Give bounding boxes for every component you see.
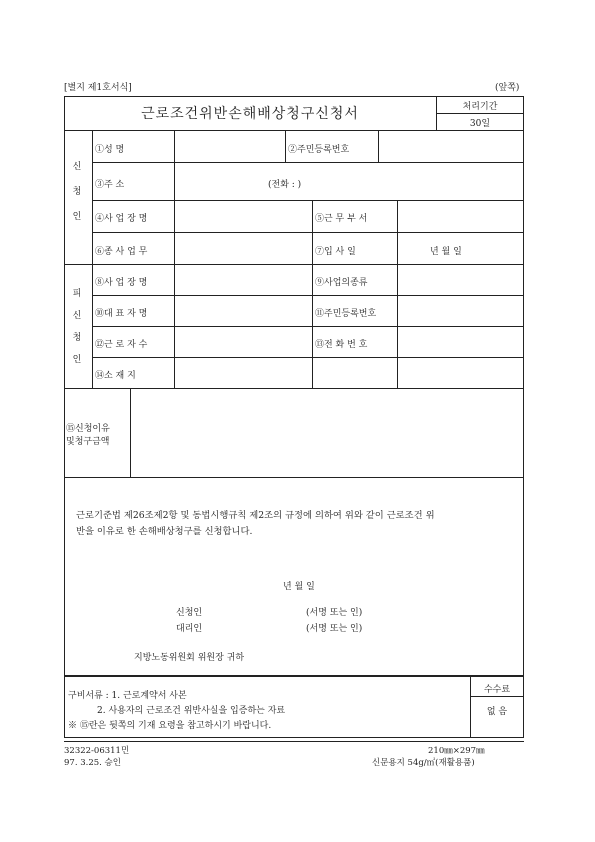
input-reason[interactable] xyxy=(131,389,523,476)
input-workers[interactable] xyxy=(175,327,311,356)
input-applicant-dept[interactable] xyxy=(398,201,523,231)
processing-period-value: 30일 xyxy=(469,119,491,129)
applicant-sign-label: 신청인 xyxy=(176,608,203,618)
addressee: 지방노동위원회 위원장 귀하 xyxy=(134,653,245,663)
input-resp-phone[interactable] xyxy=(398,327,523,356)
input-resp-workplace[interactable] xyxy=(175,265,311,294)
label-resp-phone: ⑬전 화 번 호 xyxy=(315,340,368,350)
declaration-line2: 반을 이유로 한 손해배상청구를 신청합니다. xyxy=(76,526,253,537)
label-dept: ⑤근 무 부 서 xyxy=(315,214,368,224)
respondent-section-label: 피 신 청 인 xyxy=(72,289,82,365)
input-applicant-name[interactable] xyxy=(175,131,284,161)
hire-date-value[interactable]: 년 월 일 xyxy=(430,247,462,257)
label-resp-rrn: ⑪주민등록번호 xyxy=(315,309,377,319)
label-hire-date: ⑦입 사 일 xyxy=(315,247,356,257)
required-docs-line1: 구비서류 : 1. 근로계약서 사본 xyxy=(68,691,187,701)
label-name: ①성 명 xyxy=(95,145,125,155)
input-business-type[interactable] xyxy=(398,265,523,294)
label-reason-line1: ⑮신청이유 xyxy=(66,424,110,434)
label-address: ③주 소 xyxy=(95,180,125,190)
input-location[interactable] xyxy=(175,358,523,387)
input-resp-rrn[interactable] xyxy=(398,296,523,325)
form-title: 근로조건위반손해배상청구신청서 xyxy=(141,106,359,122)
label-reason-line2: 및청구금액 xyxy=(66,437,110,447)
label-workers: ⑫근 로 자 수 xyxy=(95,340,148,350)
label-representative: ⑩대 표 자 명 xyxy=(95,309,148,319)
input-applicant-duty[interactable] xyxy=(175,233,311,263)
form-code: 32322-06311민 xyxy=(64,746,130,756)
declaration-line1: 근로기준법 제26조제2항 및 동법시행규칙 제2조의 규정에 의하여 위와 같이 근로조건 위 xyxy=(76,510,435,521)
phone-hint: (전화 : ) xyxy=(268,180,302,190)
applicant-section-label: 신 청 인 xyxy=(72,162,82,222)
label-business-type: ⑨사업의종류 xyxy=(315,278,368,288)
agent-sign-label: 대리인 xyxy=(176,624,203,634)
note: ※ ⑮란은 뒷쪽의 기재 요령을 참고하시기 바랍니다. xyxy=(68,721,272,731)
input-applicant-rrn[interactable] xyxy=(379,131,523,161)
applicant-sign-hint[interactable]: (서명 또는 인) xyxy=(306,608,363,618)
label-resp-workplace: ⑧사 업 장 명 xyxy=(95,278,148,288)
fee-label: 수수료 xyxy=(483,685,511,695)
label-workplace: ④사 업 장 명 xyxy=(95,214,148,224)
input-representative[interactable] xyxy=(175,296,311,325)
agent-sign-hint[interactable]: (서명 또는 인) xyxy=(306,624,363,634)
processing-period-label: 처리기간 xyxy=(462,102,498,112)
fee-value: 없 음 xyxy=(486,707,508,717)
page-side-label: (앞쪽) xyxy=(495,83,520,93)
input-applicant-address[interactable] xyxy=(175,163,523,199)
approval-date: 97. 3.25. 승인 xyxy=(64,758,121,768)
label-duty: ⑥종 사 업 무 xyxy=(95,247,148,257)
paper-size: 210㎜×297㎜ xyxy=(428,746,485,756)
label-rrn: ②주민등록번호 xyxy=(288,145,350,155)
input-applicant-workplace[interactable] xyxy=(175,201,311,231)
form-number: [별지 제1호서식] xyxy=(64,83,132,93)
declaration-date[interactable]: 년 월 일 xyxy=(283,582,315,592)
paper-type: 신문용지 54g/㎡(재활용품) xyxy=(372,758,475,768)
label-location: ⑭소 재 지 xyxy=(95,371,136,381)
required-docs-line2: 2. 사용자의 근로조건 위반사실을 입증하는 자료 xyxy=(97,706,286,716)
